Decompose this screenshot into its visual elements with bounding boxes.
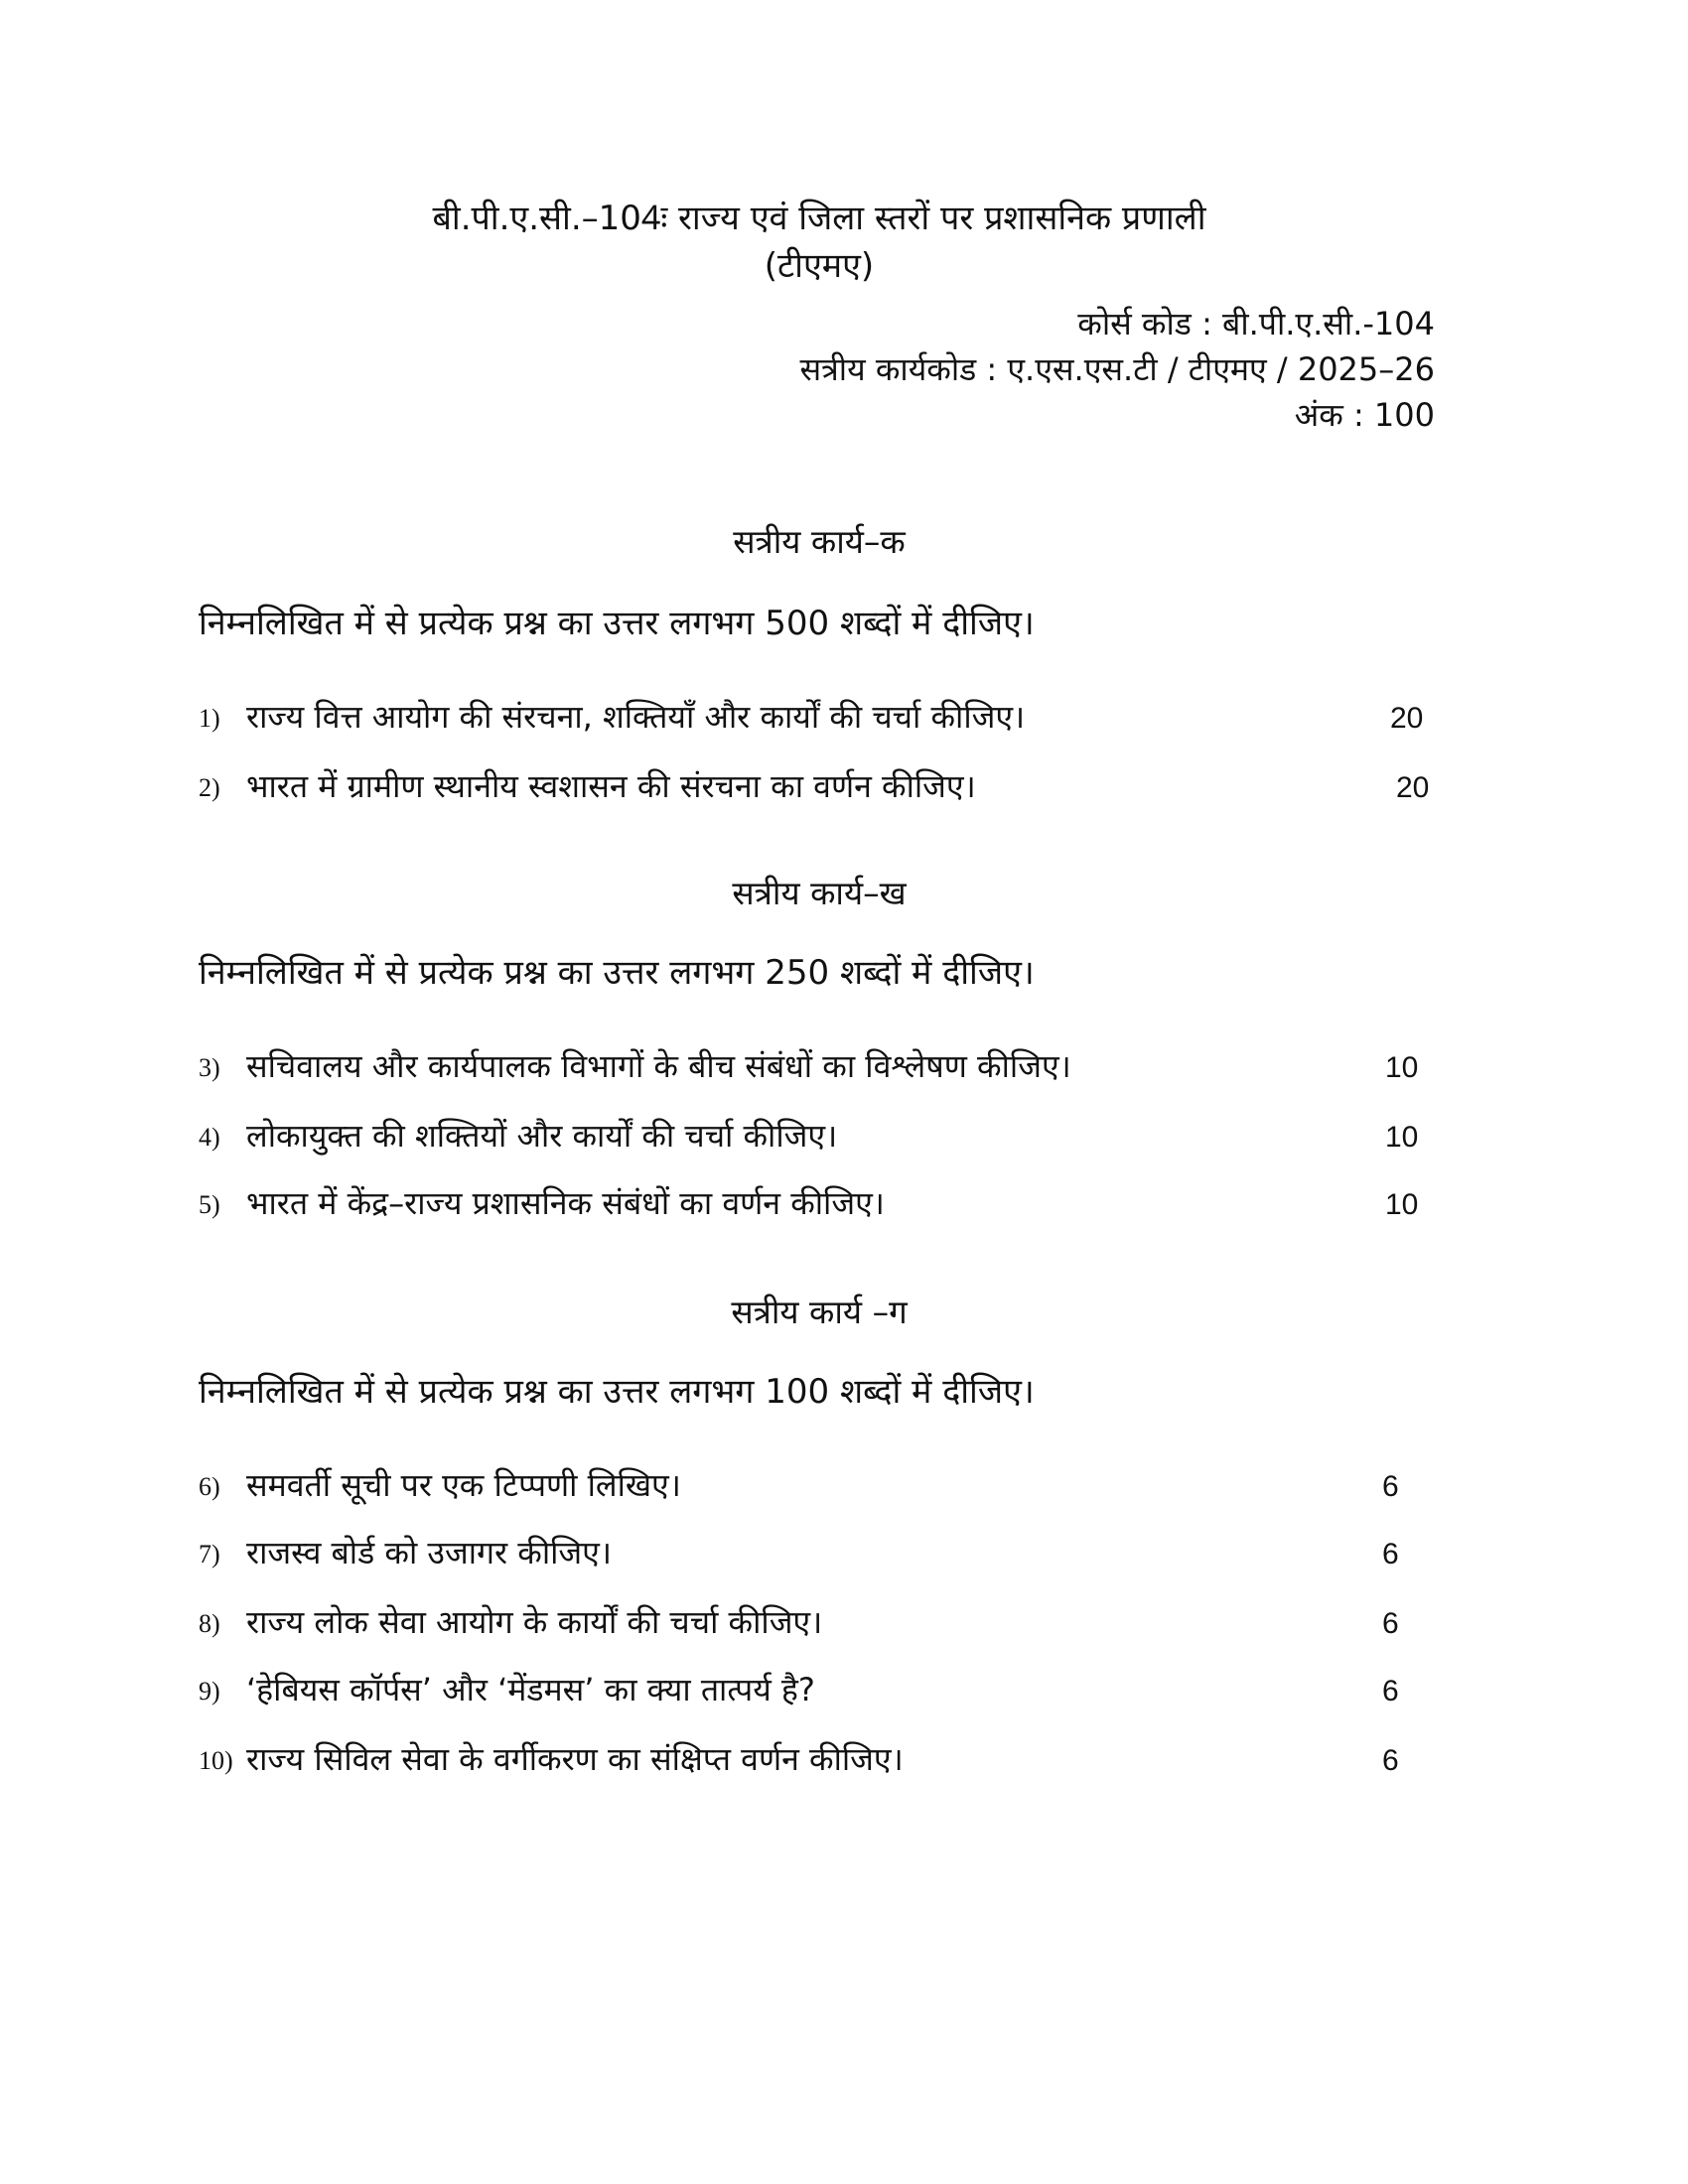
question-text: समवर्ती सूची पर एक टिप्पणी लिखिए। (246, 1466, 681, 1504)
question-text: राजस्व बोर्ड को उजागर कीजिए। (246, 1534, 612, 1571)
total-marks: अंक : 100 (1294, 396, 1435, 434)
question-marks: 20 (1396, 771, 1430, 804)
question-item (199, 1044, 1440, 1090)
question-item (199, 1600, 1440, 1646)
document-title: बी.पी.ए.सी.–104ः राज्य एवं जिला स्तरों पर प्रशासनिक प्रणाली (432, 199, 1206, 238)
question-item (199, 764, 1440, 810)
question-text: ‘हेबियस कॉर्पस’ और ‘मेंडमस’ का क्या तात्पर्य है? (246, 1671, 815, 1708)
question-marks: 10 (1385, 1121, 1419, 1154)
question-marks: 6 (1382, 1607, 1399, 1640)
question-text: सचिवालय और कार्यपालक विभागों के बीच संबंधों का विश्लेषण कीजिए। (246, 1047, 1071, 1085)
question-item (199, 1531, 1440, 1576)
question-number: 3) (199, 1053, 220, 1082)
document-subtitle: (टीएमए) (764, 246, 875, 286)
assignment-code: सत्रीय कार्यकोड : ए.एस.एस.टी / टीएमए / 2025–26 (799, 350, 1435, 388)
question-text: राज्य सिविल सेवा के वर्गीकरण का संक्षिप्त वर्णन कीजिए। (246, 1740, 904, 1778)
question-number: 1) (199, 704, 220, 733)
course-code: कोर्स कोड : बी.पी.ए.सी.-104 (1077, 305, 1435, 342)
question-number: 6) (199, 1472, 220, 1501)
question-number: 7) (199, 1540, 220, 1569)
section-instruction-a: निम्नलिखित में से प्रत्येक प्रश्न का उत्तर लगभग 500 शब्दों में दीजिए। (199, 604, 1035, 643)
question-marks: 6 (1382, 1675, 1399, 1707)
question-marks: 6 (1382, 1538, 1399, 1570)
question-item (199, 1668, 1440, 1713)
question-item (199, 695, 1440, 741)
question-marks: 20 (1390, 702, 1424, 735)
question-item (199, 1737, 1440, 1783)
question-item (199, 1114, 1440, 1160)
section-instruction-c: निम्नलिखित में से प्रत्येक प्रश्न का उत्तर लगभग 100 शब्दों में दीजिए। (199, 1372, 1035, 1412)
section-instruction-b: निम्नलिखित में से प्रत्येक प्रश्न का उत्तर लगभग 250 शब्दों में दीजिए। (199, 953, 1035, 993)
question-number: 10) (199, 1746, 233, 1775)
question-number: 2) (199, 773, 220, 802)
question-item (199, 1463, 1440, 1509)
question-text: भारत में ग्रामीण स्थानीय स्वशासन की संरचना का वर्णन कीजिए। (246, 767, 976, 805)
question-text: भारत में केंद्र–राज्य प्रशासनिक संबंधों का वर्णन कीजिए। (246, 1184, 885, 1222)
question-item (199, 1181, 1440, 1227)
section-title-b: सत्रीय कार्य–ख (732, 874, 907, 912)
section-title-c: सत्रीय कार्य –ग (731, 1293, 908, 1331)
question-marks: 10 (1385, 1188, 1419, 1221)
question-number: 4) (199, 1123, 220, 1152)
question-marks: 6 (1382, 1744, 1399, 1777)
question-marks: 10 (1385, 1051, 1419, 1084)
question-number: 8) (199, 1609, 220, 1638)
question-text: लोकायुक्त की शक्तियों और कार्यों की चर्चा कीजिए। (246, 1117, 838, 1155)
section-title-a: सत्रीय कार्य–क (733, 522, 906, 561)
question-number: 5) (199, 1190, 220, 1219)
question-marks: 6 (1382, 1470, 1399, 1503)
question-text: राज्य वित्त आयोग की संरचना, शक्तियाँ और कार्यों की चर्चा कीजिए। (246, 698, 1026, 736)
question-text: राज्य लोक सेवा आयोग के कार्यों की चर्चा कीजिए। (246, 1603, 823, 1641)
question-number: 9) (199, 1677, 220, 1706)
